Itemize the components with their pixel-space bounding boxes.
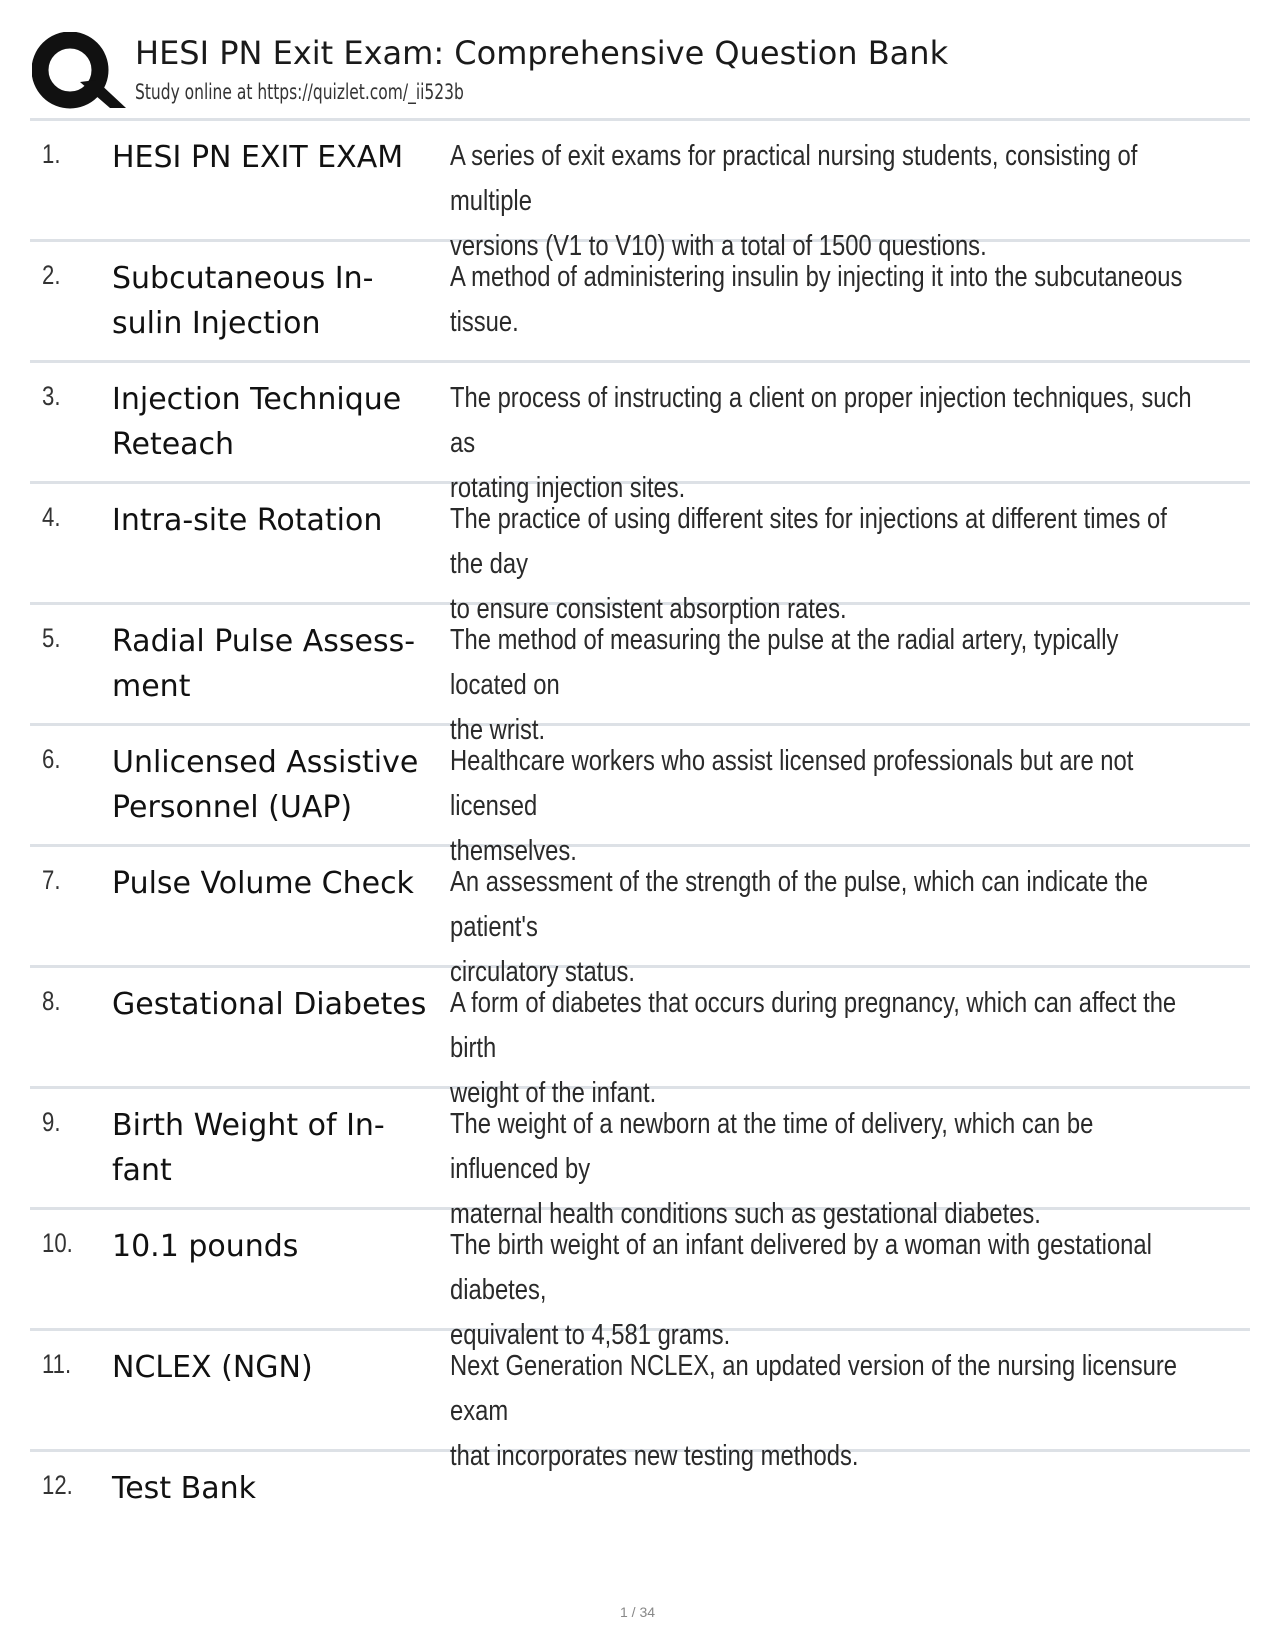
term-row [30, 121, 1250, 262]
definition: An assessment of the strength of the pulse, which can indicate the patient's circulatory status. [450, 866, 1148, 988]
term-row [30, 968, 1250, 1109]
term-row [30, 242, 1250, 363]
definition: The process of instructing a client on proper injection techniques, such as rotating injection sites. [450, 382, 1192, 504]
term-row [30, 1452, 1250, 1573]
definition: The practice of using different sites for injections at different times of the day to ensure consistent absorption rates. [450, 503, 1167, 625]
term: Intra-site Rotation [112, 503, 383, 538]
document-header [30, 30, 1250, 120]
item-number: 3. [42, 381, 61, 411]
item-number: 12. [42, 1470, 73, 1500]
term: Birth Weight of In- fant [112, 1108, 385, 1188]
term-row [30, 847, 1250, 988]
term: Injection Technique Reteach [112, 382, 402, 462]
quizlet-q-logo-icon [32, 32, 142, 112]
item-number: 9. [42, 1107, 61, 1137]
page-number: 1 / 34 [619, 1604, 656, 1620]
item-number: 2. [42, 260, 61, 290]
item-number: 1. [42, 139, 61, 169]
item-number: 10. [42, 1228, 73, 1258]
term: Radial Pulse Assess- ment [112, 624, 416, 704]
item-number: 11. [42, 1349, 72, 1379]
item-number: 8. [42, 986, 61, 1016]
term-row [30, 1089, 1250, 1230]
term: Gestational Diabetes [112, 987, 427, 1022]
term-row [30, 1210, 1250, 1351]
definition: Next Generation NCLEX, an updated version of the nursing licensure exam that incorporates new testing methods. [450, 1350, 1178, 1472]
item-number: 6. [42, 744, 61, 774]
definition: The weight of a newborn at the time of delivery, which can be influenced by maternal health conditions such as gestational diabetes. [450, 1108, 1094, 1230]
term: NCLEX (NGN) [112, 1350, 313, 1385]
page-title: HESI PN Exit Exam: Comprehensive Question Bank [135, 34, 949, 72]
term-row [30, 726, 1250, 867]
definition: A series of exit exams for practical nursing students, consisting of multiple versions (V1 to V10) with a total of 1500 questions. [450, 140, 1138, 262]
term: HESI PN EXIT EXAM [112, 140, 404, 175]
item-number: 5. [42, 623, 61, 653]
term: Test Bank [112, 1471, 256, 1506]
term-list [30, 121, 1250, 1573]
term: Subcutaneous In- sulin Injection [112, 261, 374, 341]
definition: A form of diabetes that occurs during pregnancy, which can affect the birth weight of the infant. [450, 987, 1177, 1109]
term-row [30, 363, 1250, 504]
term-row [30, 484, 1250, 625]
term-row [30, 605, 1250, 746]
definition: Healthcare workers who assist licensed professionals but are not licensed themselves. [450, 745, 1134, 867]
term: 10.1 pounds [112, 1229, 299, 1264]
item-number: 7. [42, 865, 61, 895]
definition: A method of administering insulin by injecting it into the subcutaneous tissue. [450, 261, 1183, 338]
item-number: 4. [42, 502, 61, 532]
definition: The birth weight of an infant delivered by a woman with gestational diabetes, equivalent to 4,581 grams. [450, 1229, 1152, 1351]
term: Unlicensed Assistive Personnel (UAP) [112, 745, 419, 825]
term-row [30, 1331, 1250, 1472]
study-online-link[interactable]: Study online at https://quizlet.com/_ii523b [135, 80, 464, 104]
term: Pulse Volume Check [112, 866, 414, 901]
definition: The method of measuring the pulse at the radial artery, typically located on the wrist. [450, 624, 1119, 746]
